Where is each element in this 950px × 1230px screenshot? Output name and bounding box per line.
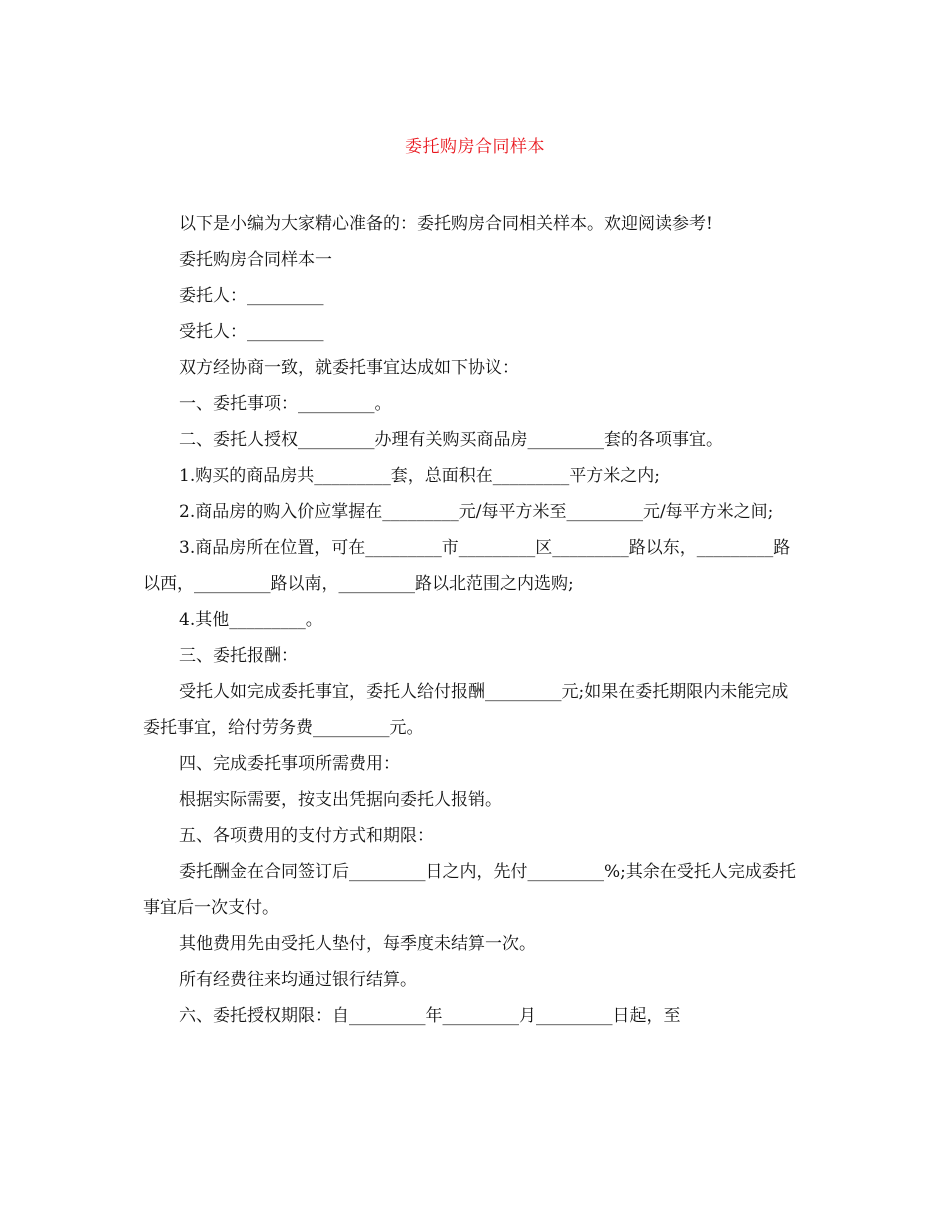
- paragraph-reimbursement: 根据实际需要，按支出凭据向委托人报销。: [179, 790, 502, 810]
- paragraph-bank-settlement: 所有经费往来均通过银行结算。: [179, 970, 417, 990]
- paragraph-section-3: 三、委托报酬：: [179, 646, 298, 666]
- paragraph-item-1: 1.购买的商品房共_________套，总面积在_________平方米之内;: [179, 466, 660, 486]
- paragraph-item-2: 2.商品房的购入价应掌握在_________元/每平方米至_________元/每平方米之间;: [179, 502, 774, 522]
- document-title: 委托购房合同样本: [405, 137, 545, 157]
- paragraph-agreement: 双方经协商一致，就委托事宜达成如下协议：: [179, 358, 519, 378]
- paragraph-payment-terms: 委托酬金在合同签订后_________日之内，先付_________%;其余在受托人完成委托事宜后一次支付。: [143, 862, 796, 918]
- paragraph-section-1: 一、委托事项：_________。: [179, 394, 392, 414]
- paragraph-section-4: 四、完成委托事项所需费用：: [179, 754, 400, 774]
- paragraph-remuneration: 受托人如完成委托事宜，委托人给付报酬_________元;如果在委托期限内未能完成委托事宜，给付劳务费_________元。: [143, 682, 789, 738]
- paragraph-section-2: 二、委托人授权_________办理有关购买商品房_________套的各项事宜。: [179, 430, 723, 450]
- paragraph-item-3: 3.商品房所在位置，可在_________市_________区_________路以东，_________路以西，_________路以南，_________路以北范围之内选购;: [143, 538, 791, 594]
- paragraph-sample-heading: 委托购房合同样本一: [179, 250, 332, 270]
- document-body: [143, 206, 798, 1034]
- paragraph-item-4: 4.其他_________。: [179, 610, 323, 630]
- paragraph-principal: 委托人：_________: [179, 286, 324, 306]
- paragraph-other-fees: 其他费用先由受托人垫付，每季度未结算一次。: [179, 934, 536, 954]
- paragraph-section-5: 五、各项费用的支付方式和期限：: [179, 826, 434, 846]
- paragraph-agent: 受托人：_________: [179, 322, 324, 342]
- paragraph-section-6: 六、委托授权期限：自_________年_________月_________日起，至: [179, 1006, 681, 1026]
- paragraph-intro: 以下是小编为大家精心准备的：委托购房合同相关样本。欢迎阅读参考!: [179, 214, 713, 234]
